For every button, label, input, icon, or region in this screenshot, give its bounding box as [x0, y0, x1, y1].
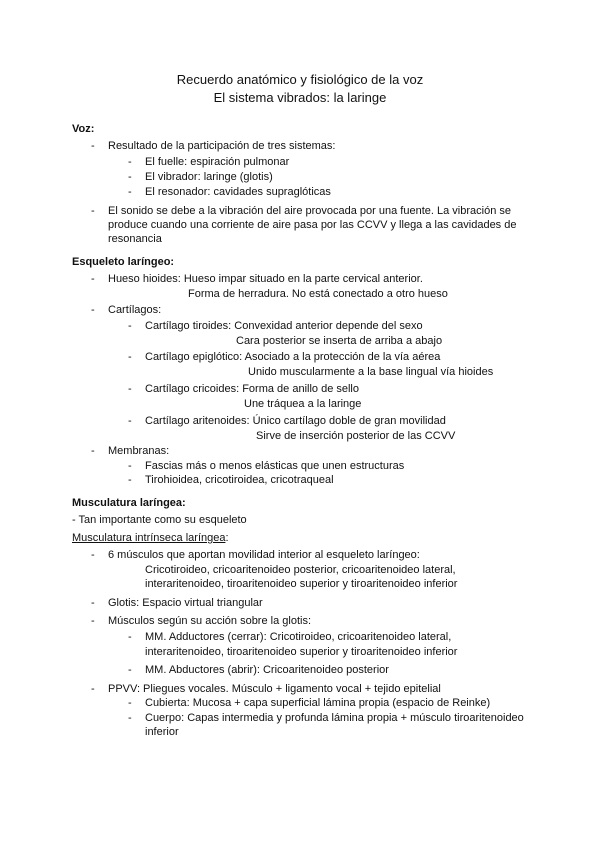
- bullet-dash: -: [91, 597, 95, 609]
- list-item: Resultado de la participación de tres sistemas:: [108, 140, 336, 152]
- bullet-dash: -: [128, 171, 132, 183]
- list-item: Fascias más o menos elásticas que unen estructuras: [145, 460, 405, 472]
- doc-title-line1: Recuerdo anatómico y fisiológico de la voz: [176, 72, 424, 87]
- list-item: El vibrador: laringe (glotis): [145, 171, 273, 183]
- section-heading-musculatura: Musculatura laríngea:: [72, 497, 186, 509]
- list-item-continuation: Cara posterior se inserta de arriba a abajo: [236, 335, 443, 347]
- bullet-dash: -: [128, 697, 132, 709]
- bullet-dash: -: [128, 664, 132, 676]
- list-item-continuation: Forma de herradura. No está conectado a otro hueso: [188, 288, 448, 300]
- doc-title-line2: El sistema vibrados: la laringe: [213, 90, 387, 105]
- list-item-continuation: Unido muscularmente a la base lingual vía hioides: [248, 366, 494, 378]
- list-item: El fuelle: espiración pulmonar: [145, 156, 290, 168]
- list-item-continuation: Une tráquea a la laringe: [244, 398, 362, 410]
- list-item: Músculos según su acción sobre la glotis:: [108, 615, 311, 627]
- bullet-dash: -: [91, 205, 95, 217]
- list-item: Glotis: Espacio virtual triangular: [108, 597, 263, 609]
- list-item-continuation: interaritenoideo, tiroaritenoideo superior y tiroaritenoideo inferior: [145, 578, 458, 590]
- paragraph-line: - Tan importante como su esqueleto: [72, 514, 247, 526]
- bullet-dash: -: [128, 156, 132, 168]
- bullet-dash: -: [128, 474, 132, 486]
- paragraph-line: produce cuando una corriente de aire pasa por las CCVV y llega a las cavidades de: [108, 219, 517, 231]
- list-item: MM. Adductores (cerrar): Cricotiroideo, cricoaritenoideo lateral,: [145, 631, 452, 643]
- subheading-text: Musculatura intrínseca laríngea: [72, 532, 226, 544]
- bullet-dash: -: [91, 273, 95, 285]
- list-item: Cartílagos:: [108, 304, 162, 316]
- list-item: PPVV: Pliegues vocales. Músculo + ligamento vocal + tejido epitelial: [108, 683, 441, 695]
- bullet-dash: -: [91, 445, 95, 457]
- list-item-continuation: inferior: [145, 726, 179, 738]
- bullet-dash: -: [128, 186, 132, 198]
- list-item: Cartílago tiroides: Convexidad anterior depende del sexo: [145, 320, 423, 332]
- bullet-dash: -: [128, 351, 132, 363]
- list-item: Cartílago aritenoides: Único cartílago doble de gran movilidad: [145, 415, 446, 427]
- bullet-dash: -: [128, 415, 132, 427]
- list-item-continuation: interaritenoideo, tiroaritenoideo superior y tiroaritenoideo inferior: [145, 646, 458, 658]
- bullet-dash: -: [128, 631, 132, 643]
- bullet-dash: -: [128, 383, 132, 395]
- list-item: Tirohioidea, cricotiroidea, cricotraqueal: [145, 474, 334, 486]
- bullet-dash: -: [128, 320, 132, 332]
- list-item: El resonador: cavidades supraglóticas: [145, 186, 331, 198]
- bullet-dash: -: [128, 460, 132, 472]
- section-heading-esqueleto: Esqueleto laríngeo:: [72, 256, 175, 268]
- bullet-dash: -: [128, 712, 132, 724]
- bullet-dash: -: [91, 683, 95, 695]
- subheading-intrinseca: [72, 532, 229, 545]
- list-item: 6 músculos que aportan movilidad interior al esqueleto laríngeo:: [108, 549, 420, 561]
- paragraph-line: El sonido se debe a la vibración del aire provocada por una fuente. La vibración se: [108, 205, 511, 217]
- list-item: Hueso hioides: Hueso impar situado en la parte cervical anterior.: [108, 273, 423, 285]
- list-item-continuation: Sirve de inserción posterior de las CCVV: [256, 430, 456, 442]
- bullet-dash: -: [91, 140, 95, 152]
- list-item: Membranas:: [108, 445, 170, 457]
- paragraph-line: resonancia: [108, 233, 162, 245]
- list-item: Cubierta: Mucosa + capa superficial lámina propia (espacio de Reinke): [145, 697, 491, 709]
- bullet-dash: -: [91, 549, 95, 561]
- list-item: MM. Abductores (abrir): Cricoaritenoideo posterior: [145, 664, 389, 676]
- list-item: Cartílago epiglótico: Asociado a la protección de la vía aérea: [145, 351, 441, 363]
- list-item: Cartílago cricoides: Forma de anillo de sello: [145, 383, 359, 395]
- list-item-continuation: Cricotiroideo, cricoaritenoideo posterior, cricoaritenoideo lateral,: [145, 564, 456, 576]
- bullet-dash: -: [91, 304, 95, 316]
- bullet-dash: -: [91, 615, 95, 627]
- section-heading-voz: Voz:: [72, 123, 95, 135]
- list-item: Cuerpo: Capas intermedia y profunda lámina propia + músculo tiroaritenoideo: [145, 712, 524, 724]
- subheading-colon: :: [225, 532, 229, 544]
